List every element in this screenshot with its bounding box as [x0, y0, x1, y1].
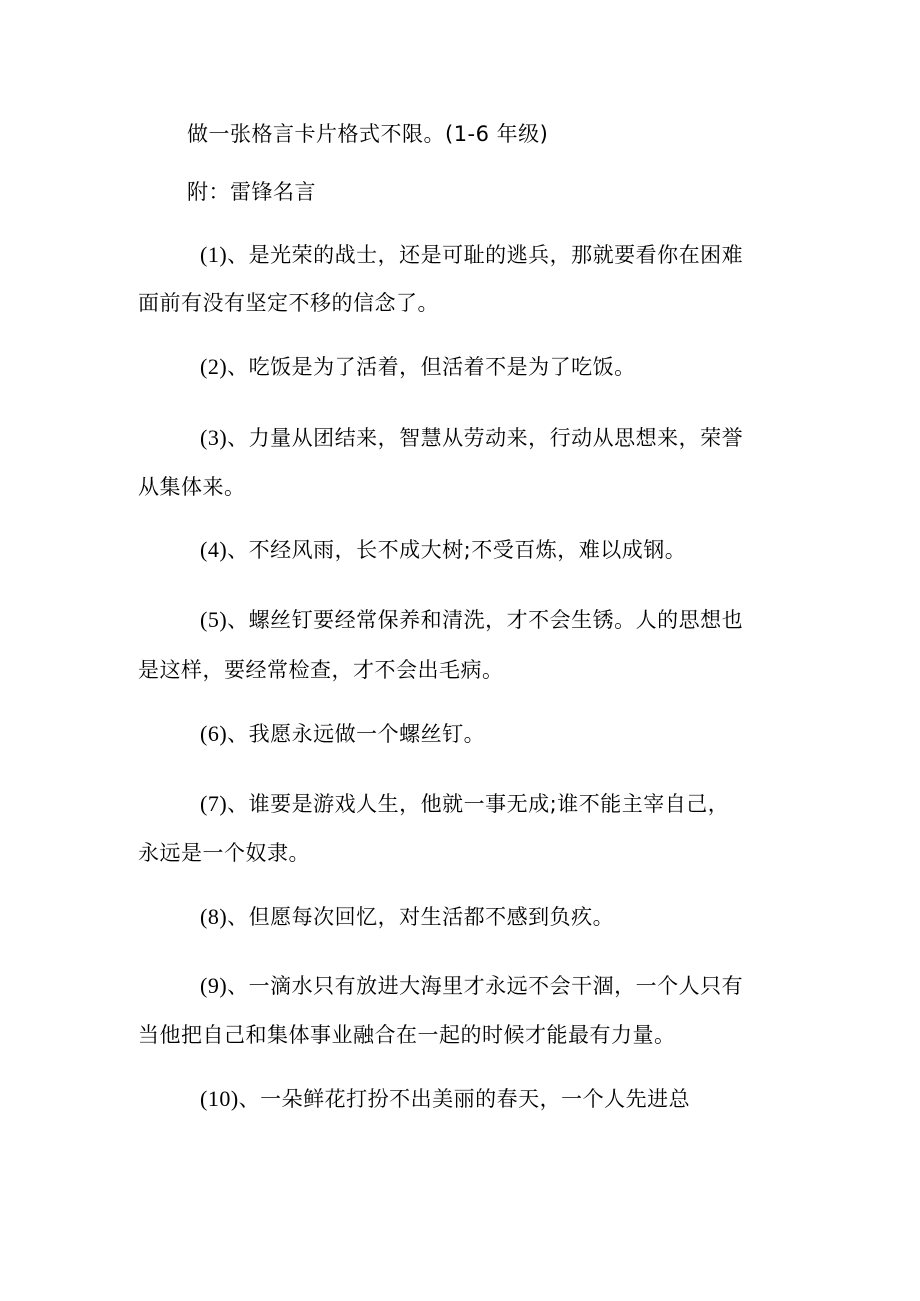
quote-text: 是这样，要经常检查，才不会出毛病。 — [138, 658, 504, 682]
quote-text: 、一滴水只有放进大海里才永远不会干涸，一个人只有 — [227, 974, 744, 998]
quote-number: (1) — [200, 242, 228, 267]
quote-text: 、一朵鲜花打扮不出美丽的春天，一个人先进总 — [238, 1087, 691, 1111]
quote-4-line-1 — [200, 536, 686, 564]
quote-7-line-2 — [138, 839, 310, 867]
quote-5-line-1 — [200, 606, 743, 634]
quote-1-line-1 — [200, 241, 743, 269]
quote-number: (9) — [200, 973, 228, 998]
quote-number: (6) — [200, 721, 228, 746]
quote-number: (8) — [200, 904, 228, 929]
task-line — [187, 120, 548, 148]
quote-text: 、不经风雨，长不成大树;不受百炼，难以成钢。 — [227, 538, 687, 562]
quote-text: 、螺丝钉要经常保养和清洗，才不会生锈。人的思想也 — [227, 608, 744, 632]
quote-text: 面前有没有坚定不移的信念了。 — [138, 291, 439, 315]
quote-text: 、力量从团结来，智慧从劳动来，行动从思想来，荣誉 — [227, 426, 744, 450]
quote-text: 永远是一个奴隶。 — [138, 841, 310, 865]
quotes-heading: 附：雷锋名言 — [187, 180, 316, 204]
quote-number: (4) — [200, 537, 228, 562]
quote-7-line-1 — [200, 790, 729, 818]
quote-number: (2) — [200, 354, 228, 379]
quote-6-line-1 — [200, 720, 485, 748]
quote-3-line-1 — [200, 424, 743, 452]
quote-10-line-1 — [200, 1085, 690, 1113]
quote-text: 当他把自己和集体事业融合在一起的时候才能最有力量。 — [138, 1023, 676, 1047]
quote-text: 、吃饭是为了活着，但活着不是为了吃饭。 — [227, 355, 636, 379]
quote-text: 、但愿每次回忆，对生活都不感到负疚。 — [227, 905, 615, 929]
quote-8-line-1 — [200, 903, 614, 931]
quote-number: (10) — [200, 1086, 239, 1111]
quote-text: 、是光荣的战士，还是可耻的逃兵，那就要看你在困难 — [227, 243, 744, 267]
quote-3-line-2 — [138, 473, 246, 501]
quote-text: 、谁要是游戏人生，他就一事无成;谁不能主宰自己， — [227, 792, 730, 816]
quote-1-line-2 — [138, 289, 439, 317]
quote-number: (5) — [200, 607, 228, 632]
heading-line — [187, 178, 316, 206]
quote-number: (3) — [200, 425, 228, 450]
quote-5-line-2 — [138, 656, 504, 684]
quote-text: 从集体来。 — [138, 475, 246, 499]
quote-9-line-1 — [200, 972, 743, 1000]
quote-9-line-2 — [138, 1021, 676, 1049]
quote-number: (7) — [200, 791, 228, 816]
task-text: 做一张格言卡片格式不限。(1-6 年级) — [187, 122, 549, 146]
quote-2-line-1 — [200, 353, 636, 381]
quote-text: 、我愿永远做一个螺丝钉。 — [227, 722, 486, 746]
